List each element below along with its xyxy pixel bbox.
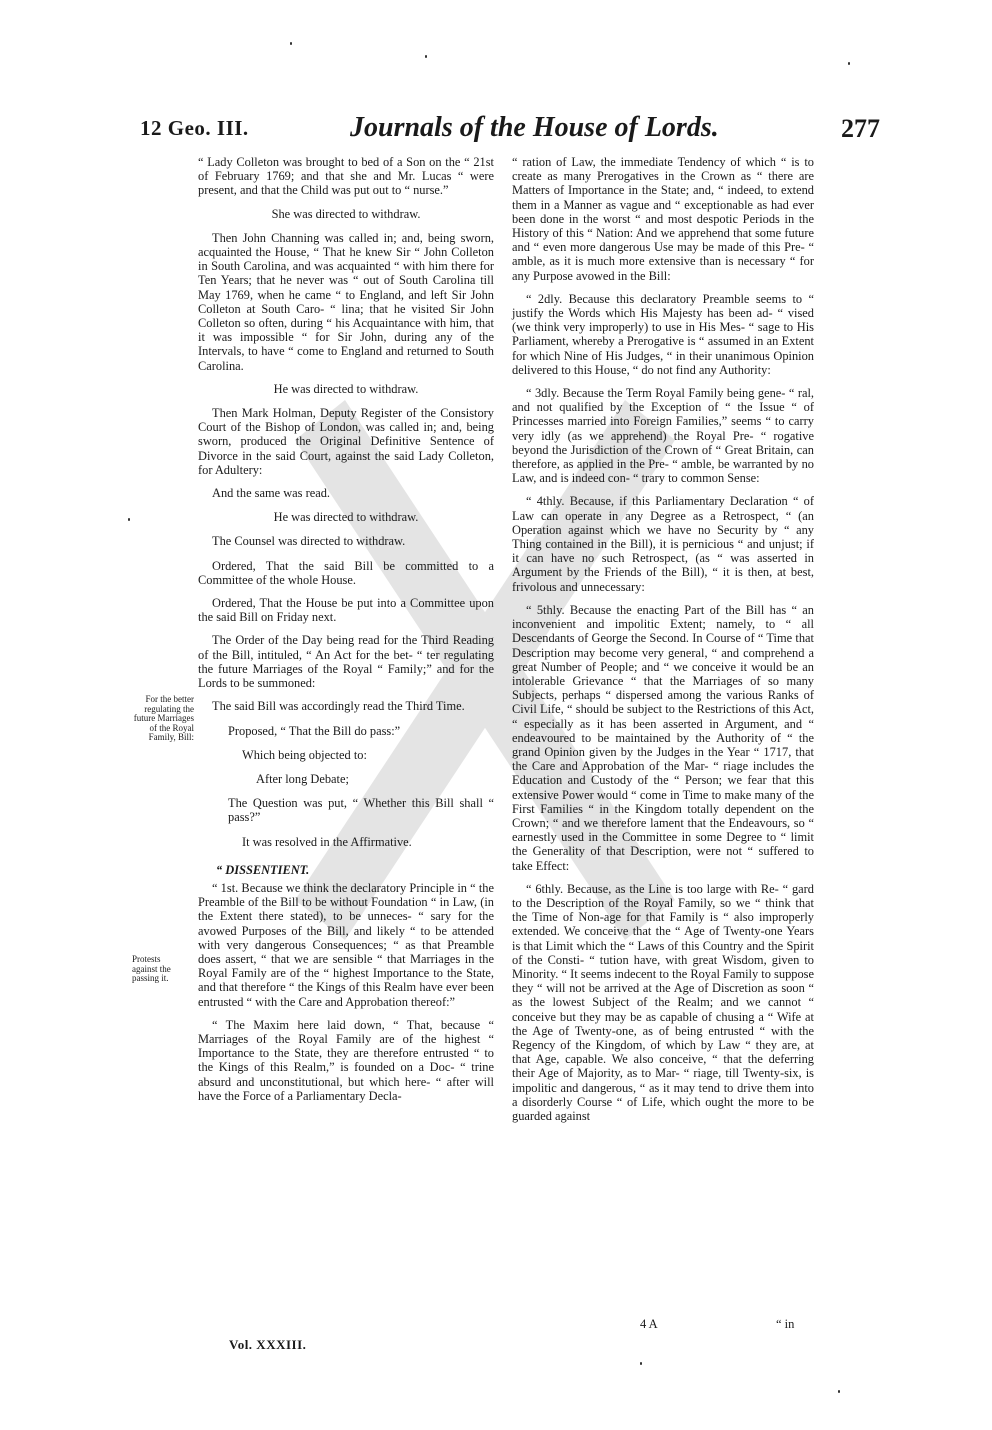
- footer-volume: Vol. XXXIII.: [229, 1337, 307, 1352]
- paragraph: “ DISSENTIENT.: [216, 862, 310, 877]
- header-title: Journals of the House of Lords.: [350, 112, 719, 143]
- paragraph: The said Bill was accordingly read the Third Time.: [212, 699, 465, 714]
- paragraph: Then Mark Holman, Deputy Register of the Consistory Court of the Bishop of London, was called in; and, being sworn, produced the Original Definitive Sentence of Divorce in the said Court, against the said Lady Colleton, for Adultery:: [198, 406, 494, 477]
- paragraph: “ 3dly. Because the Term Royal Family being gene- “ ral, and not qualified by the Exception of “ the Issue “ of Princesses married into Foreign Families,” seems “ to carry very idly (as we apprehend) the Royal Pre- “ rogative beyond the Jurisdiction of the Crown of “ Great Britain, can therefore, as applied in the Pre- “ amble, be warranted by no Law, and is indeed con- “ trary to common Sense:: [512, 386, 814, 486]
- paragraph: Then John Channing was called in; and, being sworn, acquainted the House, “ That he knew Sir “ John Colleton in South Carolina, and was acquainted “ with him there for Ten Years; that he never was “ out of South Carolina till May 1769, when he came “ to England, and left Sir John Colleton at South Caro- “ lina; that he visited Sir John Colleton so often, during “ his Acquaintance with him, that it was impossible “ for Sir John, during any of the Intervals, to have “ come to England and returned to South Carolina.: [198, 230, 494, 373]
- paragraph: “ 4thly. Because, if this Parliamentary Declaration “ of Law can operate in any Degree as a Retrospect, “ (an Operation against which we have no Security by “ any Thing contained in the Bill), it is pernicious “ and unjust; if it can have no such Retrospect, (as “ was asserted in Argument by the Friends of the Bill), “ it is then, at best, frivolous and unnecessary:: [512, 494, 814, 594]
- paragraph: Ordered, That the House be put into a Committee upon the said Bill on Friday next.: [198, 596, 494, 625]
- print-speck: [128, 518, 130, 521]
- footer-signature-mark: 4 A: [640, 1317, 658, 1331]
- left-column: [198, 155, 494, 1112]
- paragraph: Ordered, That the said Bill be committed to a Committee of the whole House.: [198, 558, 494, 587]
- paragraph: “ 1st. Because we think the declaratory Principle in “ the Preamble of the Bill to be without Foundation “ in Law, (in the Extent there stated), to be unneces- “ sary for the avowed Purposes of the Bill, and likely “ to be attended with very dangerous Consequences; “ as that Preamble does assert, “ that we are sensible “ that Marriages in the Royal Family are of the “ highest Importance to the State, and that therefore “ the Kings of this Realm have ever been entrusted “ with the Care and Approbation thereof:”: [198, 880, 494, 1009]
- paragraph: Which being objected to:: [242, 747, 367, 762]
- paragraph: The Order of the Day being read for the Third Reading of the Bill, intituled, “ An Act for the bet- “ ter regulating the future Marriages of the Royal “ Family;” and for the Lords to be summoned:: [198, 633, 494, 691]
- margin-note-protest: Protests against the passing it.: [132, 954, 171, 983]
- page-header: [140, 112, 880, 152]
- paragraph: It was resolved in the Affirmative.: [242, 834, 412, 849]
- paragraph: The Counsel was directed to withdraw.: [212, 534, 406, 549]
- paragraph: “ ration of Law, the immediate Tendency of which “ is to create as many Prerogatives in the Crown as “ there are Matters of Importance in the State; and, “ indeed, to extend them in a Manner as vague and “ exceptionable as had ever been done in the worst “ and most despotic Periods in the History of this “ Nation: And we apprehend that some future and “ even more dangerous Use may be made of this Pre- “ amble, as it is much more extensive than is necessary “ for any Purpose avowed in the Bill:: [512, 155, 814, 283]
- paragraph: “ The Maxim here laid down, “ That, because “ Marriages of the Royal Family are of the highest “ Importance to the State, they are therefore entrusted “ to the Kings of this Realm,” is founded on a Doc- “ trine absurd and unconstitutional, but which here- “ after will have the Force of a Parliamentary Decla-: [198, 1017, 494, 1103]
- paragraph: “ 5thly. Because the enacting Part of the Bill has “ an inconvenient and impolitic Extent; namely, to “ all Descendants of George the Second. In Course of “ Time that Description may become very general, “ and comprehend a great Number of People; and “ we conceive it would be an intolerable Grievance “ that the Marriages of so many Subjects, perhaps “ dispersed among the various Ranks of Civil Life, “ should be subject to the Restrictions of this Act, “ especially as it has been asserted in Argument, and “ endeavoured to be maintained by the Authority of “ the grand Opinion given by the Judges in the Year “ 1717, that the Care and Approbation of the Mar- “ riage includes the Education and Custody of the “ Person; we fear that this extensive Power would “ come in Time to make many of the First Families “ in the Kingdom totally dependent on the Crown; “ and we therefore lament that the Endeavours, so “ earnestly used in the Committee in some Degree to “ limit the Generality of that Description, were not “ suffered to take Effect:: [512, 602, 814, 873]
- paragraph: He was directed to withdraw.: [273, 381, 419, 396]
- print-speck: [848, 62, 850, 65]
- right-column: [512, 155, 814, 1132]
- paragraph: And the same was read.: [212, 486, 331, 501]
- paragraph: “ 2dly. Because this declaratory Preamble seems to “ justify the Words which His Majesty has been ad- “ vised (we think very improperly) to use in His Mes- “ sage to His Parliament, whereby a Prerogative is “ assumed in an Extent for which Nine of His Judges, “ in their unanimous Opinion delivered to this House, “ do not find any Authority:: [512, 291, 814, 377]
- header-page-number: 277: [841, 114, 880, 143]
- paragraph: She was directed to withdraw.: [271, 206, 421, 221]
- paragraph: “ Lady Colleton was brought to bed of a Son on the “ 21st of February 1769; and that she and Mr. Lucas “ were present, and that the Child was put out to “ nurse.”: [198, 155, 494, 198]
- print-speck: [425, 55, 427, 58]
- header-regnal-year: 12 Geo. III.: [140, 116, 249, 140]
- paragraph: He was directed to withdraw.: [273, 510, 419, 525]
- margin-note-bill: For the better regulating the future Marriages of the Royal Family, Bill:: [133, 694, 194, 742]
- paragraph: Proposed, “ That the Bill do pass:”: [228, 723, 401, 738]
- print-speck: [290, 42, 292, 45]
- footer-catchword: “ in: [776, 1317, 795, 1331]
- paragraph: “ 6thly. Because, as the Line is too large with Re- “ gard to the Description of the Royal Family, so we “ think that the Time of Non-age for that Family is “ also improperly extended. We conceive that the “ Age of Twenty-one Years is that Limit which the “ Laws of this Country and the Spirit of the Consti- “ tution have, with great Wisdom, given to Minority. “ It seems indecent to the Royal Family to suppose they “ will not be arrived at the Age of Discretion as soon “ as the lowest Subject of the Realm; and we cannot “ conceive but they may be as capable of chusing a “ Wife at the Age of Twenty-one, as of being entrusted “ with the Regency of the Kingdom, of which by Law “ they are, at that Age, capable. We also conceive, “ that the deferring their Age of Majority, as to Mar- “ riage, till Twenty-six, is impolitic and dangerous, “ as it may tend to drive them into a disorderly Course “ of Life, which ought the more to be guarded against: [512, 881, 814, 1123]
- paragraph: After long Debate;: [256, 771, 349, 786]
- print-speck: [838, 1390, 840, 1393]
- paragraph: The Question was put, “ Whether this Bill shall “ pass?”: [228, 796, 494, 825]
- print-speck: [640, 1362, 642, 1365]
